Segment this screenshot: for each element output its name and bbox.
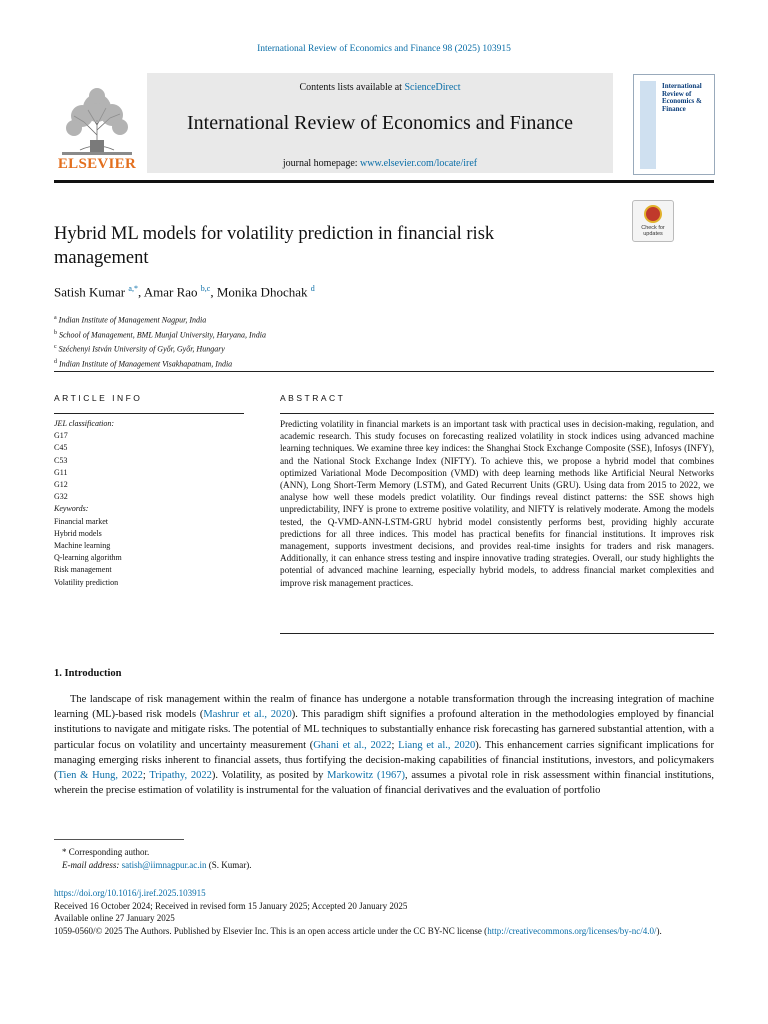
abstract-rule (280, 413, 714, 414)
introduction-paragraph: The landscape of risk management within the realm of finance has undergone a notable transformation through the increasing integration of machine learning (ML)-based risk models (Mashrur et al., 2020). This paradigm shift signifies a profound alteration in the methodologies employed by financial institutions to navigate and mitigate risks. The potential of ML techniques to substantially enhance risk forecasting has garnered substantial attention, with a particular focus on volatility and uncertainty measurement (Ghani et al., 2022; Liang et al., 2020). This enhancement carries significant implications for managing emerging risks inherent to financial assets, thus fortifying the decision-making capabilities of financial institutions, investors, and policymakers (Tien & Hung, 2022; Tripathy, 2022). Volatility, as posited by Markowitz (1967), assumes a pivotal role in risk assessment within financial institutions, wherein the precise estimation of volatility is instrumental for the valuation of financial derivatives and the evaluation of portfolio (54, 694, 714, 797)
jel-code: C53 (54, 455, 68, 465)
citation-link[interactable]: Mashrur et al., 2020 (203, 709, 292, 721)
corresponding-author-note: * Corresponding author. (62, 847, 150, 857)
keyword: Risk management (54, 565, 112, 575)
author-name[interactable]: Amar Rao (143, 284, 198, 300)
citation-link[interactable]: Tien & Hung, 2022 (57, 770, 143, 782)
article-info-heading: ARTICLE INFO (54, 393, 143, 403)
email-line: E-mail address: satish@iimnagpur.ac.in (S. Kumar). (62, 859, 252, 870)
affiliation-item: $^a$ Indian Institute of Management Nagpur, India (54, 315, 207, 325)
sciencedirect-link[interactable]: ScienceDirect (404, 82, 461, 93)
footnote-rule (54, 839, 184, 840)
footnote (54, 846, 714, 871)
jel-code: C45 (54, 443, 68, 453)
jel-code: G11 (54, 467, 68, 477)
keyword: Volatility prediction (54, 577, 119, 587)
license-statement: 1059-0560/© 2025 The Authors. Published by Elsevier Inc. This is an open access article under the CC BY-NC license (http://creativecommons.org/licenses/by-nc/4.0/). (54, 925, 662, 936)
author-affiliation-mark[interactable]: a,* (128, 284, 138, 293)
keyword: Financial market (54, 516, 108, 526)
citation-link[interactable]: Ghani et al., 2022 (313, 739, 392, 751)
doi-link[interactable]: https://doi.org/10.1016/j.iref.2025.103915 (54, 888, 206, 898)
jel-code: G12 (54, 480, 68, 490)
affiliation-item: $^d$ Indian Institute of Management Visakhapatnam, India (54, 358, 233, 369)
affiliation-item: $^c$ Széchenyi István University of Győr, Győr, Hungary (54, 344, 225, 354)
author-affiliation-mark[interactable]: b,c (200, 284, 211, 293)
author-affiliation-mark[interactable]: d (310, 284, 315, 293)
journal-reference[interactable]: International Review of Economics and Finance 98 (2025) 103915 (257, 44, 511, 54)
cover-title: International Review of Economics & Finance (662, 82, 702, 113)
check-for-updates-button[interactable] (632, 200, 674, 242)
journal-homepage-link[interactable]: www.elsevier.com/locate/iref (360, 158, 478, 169)
author-list: Satish Kumar $^{a,*}$, Amar Rao $^{b,c}$, Monika Dhochak $^d$ (54, 284, 315, 300)
cover-strip (640, 81, 656, 169)
abstract-heading: ABSTRACT (280, 393, 346, 403)
bibliographic-info (54, 887, 714, 937)
affiliation-item: $^b$ School of Management, BML Munjal University, Haryana, India (54, 329, 266, 340)
keyword: Hybrid models (54, 528, 102, 538)
citation-link[interactable]: Tripathy, 2022 (149, 770, 212, 782)
citation-link[interactable]: Markowitz (1967) (327, 770, 405, 782)
available-online: Available online 27 January 2025 (54, 913, 175, 923)
journal-title: International Review of Economics and Finance (187, 112, 573, 134)
contents-prefix: Contents lists available at (299, 82, 405, 93)
received-dates: Received 16 October 2024; Received in revised form 15 January 2025; Accepted 20 January 2025 (54, 900, 408, 911)
check-updates-label: Check for updates (641, 225, 665, 237)
article-info-rule (54, 413, 244, 414)
jel-label: JEL classification: (54, 419, 115, 428)
abstract-text: Predicting volatility in financial markets is an important task with practical uses in decision-making, regulation, and academic research. This study focuses on forecasting realized volatility in stock indices using advanced machine learning techniques. We examine three key indices: the Shanghai Stock Exchange Composite (SSE), Infosys (INFY), and the National Stock Exchange Index (NIFTY). To achieve this, we propose a hybrid model that combines optimized Variational Mode Decomposition (VMD) with deep learning methods like Artificial Neural Networks (ANN), Long Short-Term Memory (LSTM), and Gated Recurrent Units (GRU). Using data from 2015 to 2022, we analyse how well these models predict volatility. Our findings reveal distinct patterns: the SSE shows high unpredictability, INFY is prone to extreme positive volatility, and NIFTY is relatively moderate. Among the models tested, the Q-VMD-ANN-LSTM-GRU hybrid model consistently performs best, providing highly accurate predictions for all three indices. This model has practical benefits for financial institutions. It improves risk management, supports investment decisions, and provides real-time insights for traders and risk managers. Additionally, it can enhance stress testing and inspire innovative trading strategies. Overall, our study highlights the potential of advanced machine learning, especially hybrid models, to address financial market complexities and improve risk management practices. (280, 419, 714, 588)
citation-link[interactable]: Liang et al., 2020 (398, 739, 476, 751)
abstract-bottom-rule (280, 633, 714, 634)
email-link[interactable]: satish@iimnagpur.ac.in (121, 859, 207, 870)
publisher-wordmark: ELSEVIER (57, 156, 137, 172)
journal-homepage-line (147, 158, 613, 169)
homepage-prefix: journal homepage: (282, 158, 361, 169)
jel-code: G17 (54, 431, 68, 441)
article-info-block (54, 418, 244, 589)
author-name[interactable]: Monika Dhochak (216, 284, 308, 300)
keyword: Q-learning algorithm (54, 553, 122, 563)
header-rule (54, 180, 714, 183)
author-name[interactable]: Satish Kumar (54, 284, 126, 300)
bookmark-icon (644, 205, 662, 223)
keyword: Machine learning (54, 541, 111, 551)
journal-cover-thumbnail[interactable] (633, 74, 715, 175)
affiliation-list (54, 312, 266, 371)
license-link[interactable]: http://creativecommons.org/licenses/by-nc/4.0/ (487, 925, 657, 936)
jel-code: G32 (54, 492, 68, 502)
section-divider (54, 371, 714, 372)
keywords-label: Keywords: (54, 504, 89, 514)
contents-line (147, 82, 613, 93)
paper-title: Hybrid ML models for volatility prediction in financial risk management (54, 224, 495, 268)
introduction-heading: 1. Introduction (54, 668, 122, 679)
